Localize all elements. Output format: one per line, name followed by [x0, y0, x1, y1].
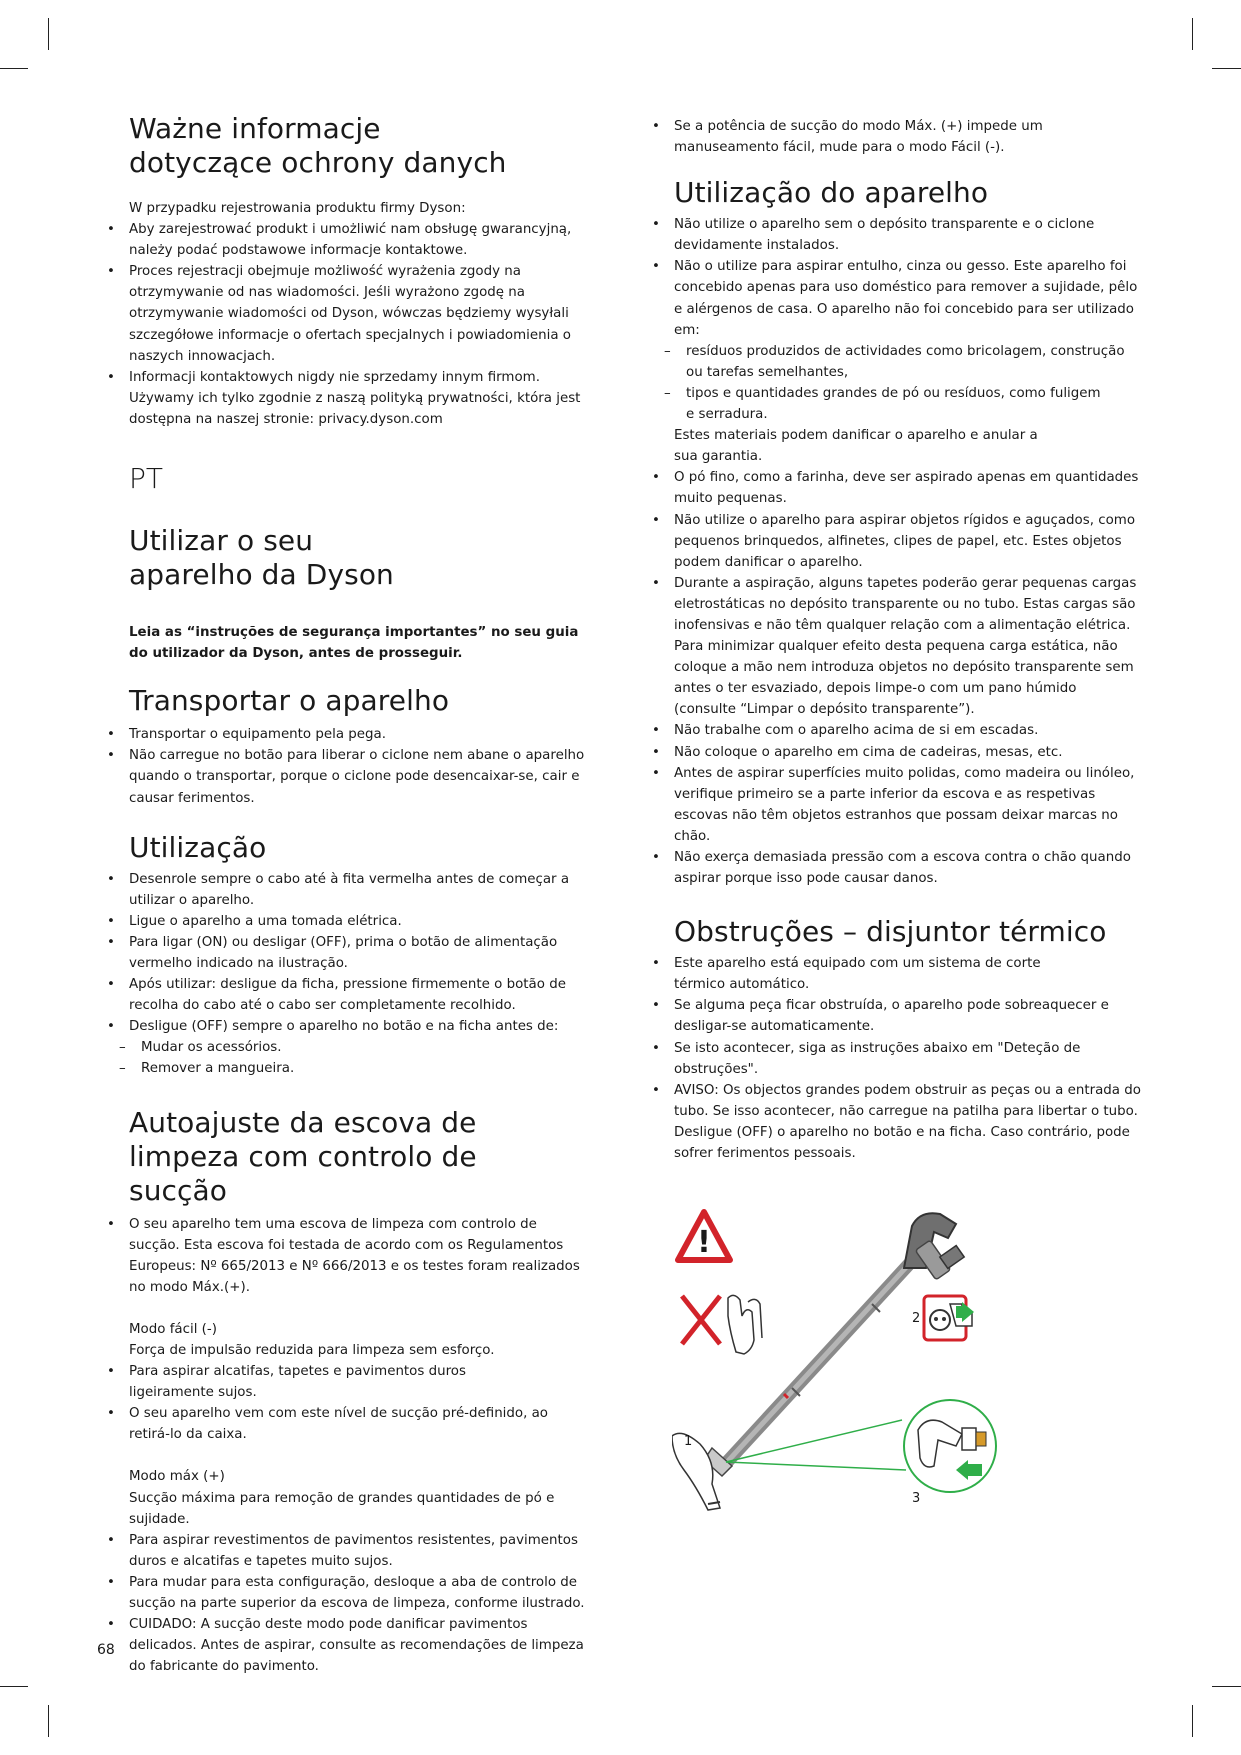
section-title-transport: Transportar o aparelho: [129, 684, 450, 718]
util-bullet-list-b: [652, 467, 1142, 889]
step-label-1: 1: [684, 1434, 693, 1449]
step-label-2: 2: [912, 1311, 921, 1326]
section-title-utilizacao: Utilização: [129, 830, 267, 864]
sub-item-text: tipos e quantidades grandes de pó ou resíduos, como fuligem e serradura.: [686, 385, 1101, 423]
list-item: • Não utilize o aparelho sem o depósito transparente e o ciclone devidamente instalados.: [652, 214, 1142, 256]
wand-catch-icon: [904, 1213, 964, 1280]
page-number: 68: [97, 1642, 115, 1658]
list-item: • O seu aparelho vem com este nível de sucção pré-definido, ao retirá-lo da caixa.: [107, 1403, 587, 1445]
list-item: • Ligue o aparelho a uma tomada elétrica.: [107, 911, 587, 932]
unplug-icon: [924, 1296, 974, 1340]
warning-mark: !: [697, 1225, 711, 1260]
obstruction-illustration: [672, 1208, 1132, 1528]
safety-notice: Leia as “instruções de segurança importantes” no seu guia do utilizador da Dyson, antes de prosseguir.: [129, 625, 579, 662]
sub-list-item: [119, 1058, 587, 1079]
list-item: • Após utilizar: desligue da ficha, pressione firmemente o botão de recolha do cabo até o cabo ser completamente recolhido.: [107, 974, 587, 1016]
crop-mark: [0, 68, 28, 69]
list-item: • Se alguma peça ficar obstruída, o aparelho pode sobreaquecer e desligar-se automaticamente.: [652, 995, 1142, 1037]
prohibited-icon: [682, 1296, 720, 1344]
max-mode-desc: Sucção máxima para remoção de grandes quantidades de pó e sujidade.: [129, 1490, 555, 1527]
section-title-use-appliance: Utilizar o seu aparelho da Dyson: [129, 524, 394, 592]
section-title-utilizacao-aparelho: Utilização do aparelho: [674, 176, 989, 210]
list-item: • AVISO: Os objectos grandes podem obstruir as peças ou a entrada do tubo. Se isso acontecer, não carregue na patilha para libertar o tubo. Desligue (OFF) o aparelho no botão e na ficha. Caso contrário, pode sofrer ferimentos pessoais.: [652, 1080, 1142, 1164]
list-item: • Não exerça demasiada pressão com a escova contra o chão quando aspirar porque isso pode causar danos.: [652, 847, 1142, 889]
list-item: • Para aspirar alcatifas, tapetes e pavimentos duros ligeiramente sujos.: [107, 1361, 587, 1403]
list-item: • Não o utilize para aspirar entulho, cinza ou gesso. Este aparelho foi concebido apenas para uso doméstico para remover a sujidade, pêlo e alérgenos de casa. O aparelho não foi concebido para ser utilizado em:: [652, 256, 1142, 340]
util-bullet-list-a: [652, 214, 1142, 341]
wand-nozzle-icon: [672, 1433, 732, 1510]
list-item: • Se a potência de sucção do modo Máx. (+) impede um manuseamento fácil, mude para o modo Fácil (-).: [652, 116, 1142, 158]
list-item: • Transportar o equipamento pela pega.: [107, 724, 587, 745]
dash: –: [119, 1040, 126, 1056]
easy-mode-title: Modo fácil (-): [129, 1321, 217, 1337]
list-item: • Para aspirar revestimentos de pavimentos resistentes, pavimentos duros e alcatifas e tapetes muito sujos.: [107, 1530, 587, 1572]
crop-mark: [48, 18, 49, 50]
dash: –: [664, 343, 671, 359]
sub-list-item: [664, 341, 1142, 383]
transport-bullet-list: [107, 724, 587, 808]
list-item: • Aby zarejestrować produkt i umożliwić nam obsługę gwarancyjną, należy podać podstawowe informacje kontaktowe.: [107, 219, 587, 261]
crop-mark: [1192, 1705, 1193, 1737]
vacuum-wand-icon: [728, 1250, 922, 1461]
sub-item-text: Remover a mangueira.: [141, 1061, 295, 1077]
crop-mark: [1212, 1686, 1241, 1687]
intro-text: W przypadku rejestrowania produktu firmy Dyson:: [129, 201, 466, 216]
list-item: • Para ligar (ON) ou desligar (OFF), prima o botão de alimentação vermelho indicado na ilustração.: [107, 932, 587, 974]
max-mode-title: Modo máx (+): [129, 1469, 225, 1485]
list-item: • O pó fino, como a farinha, deve ser aspirado apenas em quantidades muito pequenas.: [652, 467, 1142, 509]
sub-list-item: [664, 383, 1142, 425]
crop-mark: [1192, 18, 1193, 50]
crop-mark: [0, 1686, 28, 1687]
list-item: • Para mudar para esta configuração, desloque a aba de controlo de sucção na parte superior da escova de limpeza, conforme ilustrado.: [107, 1572, 587, 1614]
crop-mark: [48, 1705, 49, 1737]
list-item: • Não coloque o aparelho em cima de cadeiras, mesas, etc.: [652, 742, 1142, 763]
easy-mode-desc: Força de impulsão reduzida para limpeza sem esforço.: [129, 1343, 495, 1358]
warranty-note: Estes materiais podem danificar o aparelho e anular a sua garantia.: [674, 428, 1038, 465]
step-label-3: 3: [912, 1491, 921, 1506]
list-item: • Não utilize o aparelho para aspirar objetos rígidos e aguçados, como pequenos brinquedos, alfinetes, clipes de papel, etc. Estes objetos podem danificar o aparelho.: [652, 510, 1142, 573]
max-bullet-list: [107, 1530, 587, 1678]
sub-list-item: [119, 1037, 587, 1058]
language-code: PT: [129, 462, 163, 496]
section-title-obstructions: Obstruções – disjuntor térmico: [674, 915, 1107, 949]
top-bullet-list: [652, 116, 1142, 158]
list-item: • O seu aparelho tem uma escova de limpeza com controlo de sucção. Esta escova foi testada de acordo com os Regulamentos Europeus: Nº 665/2013 e Nº 666/2013 e os testes foram realizados no modo Máx.(+).: [107, 1214, 587, 1298]
list-item: • Não carregue no botão para liberar o ciclone nem abane o aparelho quando o transportar, porque o ciclone pode desencaixar-se, cair e causar ferimentos.: [107, 745, 587, 808]
crop-mark: [1212, 68, 1241, 69]
auto-bullet-list: [107, 1214, 587, 1298]
list-item: • Informacji kontaktowych nigdy nie sprzedamy innym firmom. Używamy ich tylko zgodnie z naszą polityką prywatności, która jest dostępna na naszej stronie: privacy.dyson.com: [107, 367, 587, 430]
dash: –: [664, 385, 671, 401]
left-column: [107, 112, 587, 1677]
use-bullet-list: [107, 869, 587, 1038]
list-item: • Desenrole sempre o cabo até à fita vermelha antes de começar a utilizar o aparelho.: [107, 869, 587, 911]
sub-item-text: Mudar os acessórios.: [141, 1040, 282, 1056]
dash: –: [119, 1061, 126, 1077]
warning-triangle-icon: [678, 1212, 730, 1260]
section-title-data-protection: Ważne informacje dotyczące ochrony danych: [129, 112, 507, 179]
obs-bullet-list: [652, 953, 1142, 1164]
list-item: • Proces rejestracji obejmuje możliwość wyrażenia zgody na otrzymywanie od nas wiadomości. Jeśli wyrażono zgodę na otrzymywanie wiadomości od Dyson, wówczas będziemy wysyłali szczegółowe informacje o ofertach specjalnych i powiadomienia o naszych innowacjach.: [107, 261, 587, 366]
right-column: [652, 116, 1142, 1164]
list-item: • Se isto acontecer, siga as instruções abaixo em "Deteção de obstruções".: [652, 1038, 1142, 1080]
sub-item-text: resíduos produzidos de actividades como bricolagem, construção ou tarefas semelhantes,: [686, 343, 1125, 380]
section-title-auto-adjust: Autoajuste da escova de limpeza com controlo de sucção: [129, 1105, 477, 1207]
list-item: • Este aparelho está equipado com um sistema de corte térmico automático.: [652, 953, 1142, 995]
list-item: • Desligue (OFF) sempre o aparelho no botão e na ficha antes de:: [107, 1016, 587, 1037]
easy-bullet-list: [107, 1361, 587, 1445]
hand-icon: [728, 1295, 762, 1354]
list-item: • CUIDADO: A sucção deste modo pode danificar pavimentos delicados. Antes de aspirar, consulte as recomendações de limpeza do fabricante do pavimento.: [107, 1614, 587, 1677]
list-item: • Antes de aspirar superfícies muito polidas, como madeira ou linóleo, verifique primeiro se a parte inferior da escova e as respetivas escovas não têm objetos estranhos que possam deixar marcas no chão.: [652, 763, 1142, 847]
list-item: • Não trabalhe com o aparelho acima de si em escadas.: [652, 720, 1142, 741]
list-item: • Durante a aspiração, alguns tapetes poderão gerar pequenas cargas eletrostáticas no depósito transparente ou no tubo. Estas cargas são inofensivas e não têm qualquer relação com a alimentação elétrica. Para minimizar qualquer efeito desta pequena carga estática, não coloque a mão nem introduza objetos no depósito transparente sem antes o ter esvaziado, depois limpe-o com um pano húmido (consulte “Limpar o depósito transparente”).: [652, 573, 1142, 721]
pl-bullet-list: [107, 219, 587, 430]
